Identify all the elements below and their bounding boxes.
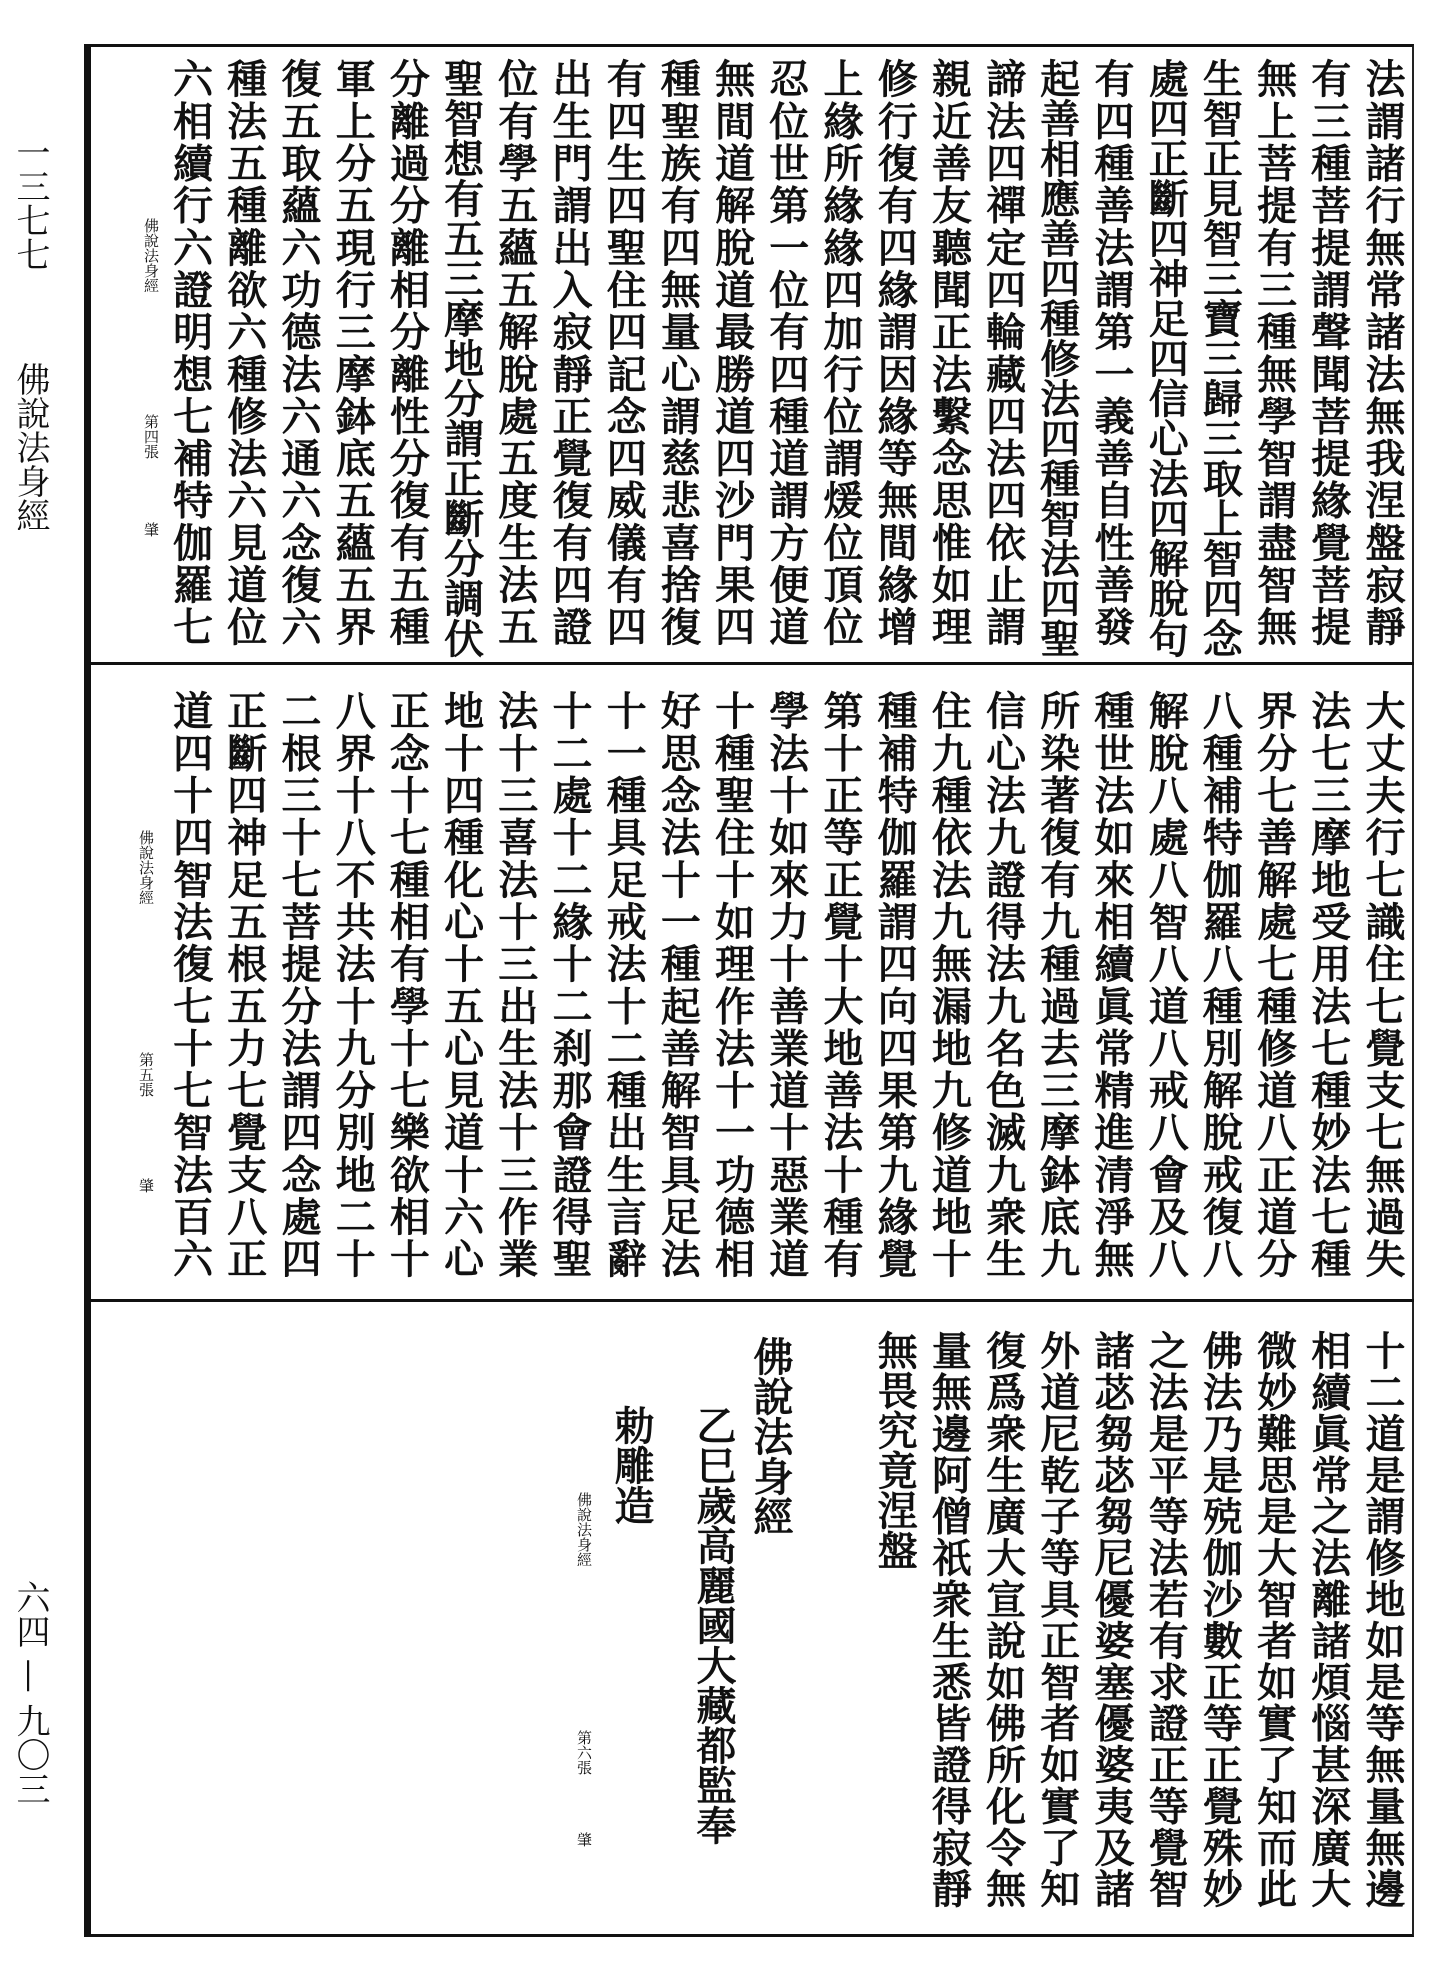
text-column: 諸苾芻苾芻尼優婆塞優婆夷及諸 — [1088, 1330, 1135, 1908]
text-column: 復五取蘊六功德法六通六念復六 — [275, 58, 322, 646]
text-column: 種法五種離欲六種修法六見道位 — [220, 58, 268, 646]
text-column: 地十四種化心十五心見道十六心 — [437, 690, 485, 1278]
text-column: 界分七善解處七種修道八正道分 — [1250, 690, 1298, 1278]
margin-sheet-top: 第四張 — [142, 414, 160, 459]
text-column: 諦法四禪定四輪藏四法四依止謂 — [979, 58, 1027, 646]
outer-sutra-title: 佛說法身經 — [10, 362, 50, 532]
text-column: 所染著復有九種過去三摩鉢底九 — [1033, 690, 1081, 1278]
volume-number: 一三七七 — [10, 135, 50, 271]
text-column: 八界十八不共法十九分別地二十 — [329, 690, 377, 1278]
text-column: 上緣所緣緣四加行位謂煖位頂位 — [817, 58, 864, 646]
text-column: 處四正斷四神足四信心法四解脫句 — [1142, 58, 1190, 658]
colophon-line-1: 乙巳歲高麗國大藏都監奉 — [690, 1405, 737, 1845]
text-column: 相續眞常之法離諸煩惱甚深廣大 — [1304, 1330, 1352, 1908]
margin-title-top: 佛說法身經 — [142, 218, 160, 293]
text-column: 種世法如來相續眞常精進清淨無 — [1088, 690, 1135, 1278]
text-column: 十種聖住十如理作法十一功德相 — [708, 690, 756, 1278]
text-column: 聖智想有五三摩地分謂正斷分調伏 — [437, 58, 485, 658]
text-column: 外道尼乾子等具正智者如實了知 — [1033, 1330, 1081, 1908]
text-column: 修行復有四緣謂因緣等無間緣增 — [871, 58, 919, 646]
text-column: 忍位世第一位有四種道謂方便道 — [762, 58, 810, 646]
page-reference: 六四 — 九〇三 — [10, 1580, 50, 1806]
margin-title-middle: 佛說法身經 — [137, 830, 155, 905]
text-column: 親近善友聽聞正法繫念思惟如理 — [925, 58, 973, 646]
text-column: 十二處十二緣十二刹那會證得聖 — [546, 690, 593, 1278]
text-column: 法十三喜法十三出生法十三作業 — [491, 690, 539, 1278]
margin-sheet-bottom: 第六張 — [575, 1730, 593, 1775]
margin-mark-top: 肇 — [142, 522, 160, 537]
text-column: 種聖族有四無量心謂慈悲喜捨復 — [654, 58, 702, 646]
margin-sheet-middle: 第五張 — [137, 1052, 155, 1097]
text-column: 正念十七種相有學十七樂欲相十 — [383, 690, 431, 1278]
text-column: 有四生四聖住四記念四威儀有四 — [600, 58, 648, 646]
margin-title-bottom: 佛說法身經 — [575, 1492, 593, 1567]
text-column: 有四種善法謂第一義善自性善發 — [1088, 58, 1135, 646]
text-column: 無畏究竟涅盤 — [871, 1330, 919, 1570]
text-column: 微妙難思是大智者如實了知而此 — [1250, 1330, 1298, 1908]
text-column: 量無邊阿僧祇衆生悉皆證得寂靜 — [925, 1330, 973, 1908]
text-column: 十一種具足戒法十二種出生言辭 — [600, 690, 648, 1278]
text-column: 第十正等正覺十大地善法十種有 — [817, 690, 864, 1278]
text-column: 起善相應善四種修法四種智法四聖 — [1033, 58, 1081, 658]
text-column: 道四十四智法復七十七智法百六 — [166, 690, 214, 1278]
text-column: 十二道是謂修地如是等無量無邊 — [1359, 1330, 1406, 1908]
margin-mark-bottom: 肇 — [575, 1832, 593, 1847]
text-column: 住九種依法九無漏地九修道地十 — [925, 690, 973, 1278]
text-column: 六相續行六證明想七補特伽羅七 — [166, 58, 214, 646]
text-column: 法謂諸行無常諸法無我涅盤寂靜 — [1359, 58, 1406, 646]
text-column: 無上菩提有三種無學智謂盡智無 — [1250, 58, 1298, 646]
text-column: 生智正見智三寶三歸三取上智四念 — [1196, 58, 1244, 658]
text-column: 信心法九證得法九名色滅九衆生 — [979, 690, 1027, 1278]
text-column: 法七三摩地受用法七種妙法七種 — [1304, 690, 1352, 1278]
margin-mark-middle: 肇 — [137, 1178, 155, 1193]
text-column: 位有學五蘊五解脫處五度生法五 — [491, 58, 539, 646]
text-column: 有三種菩提謂聲聞菩提緣覺菩提 — [1304, 58, 1352, 646]
panel-divider-top — [84, 662, 1414, 665]
colophon-line-2: 勅雕造 — [608, 1405, 655, 1525]
text-column: 大丈夫行七識住七覺支七無過失 — [1359, 690, 1406, 1278]
text-column: 正斷四神足五根五力七覺支八正 — [220, 690, 268, 1278]
text-column: 解脫八處八智八道八戒八會及八 — [1142, 690, 1190, 1278]
text-column: 好思念法十一種起善解智具足法 — [654, 690, 702, 1278]
text-column: 種補特伽羅謂四向四果第九緣覺 — [871, 690, 919, 1278]
end-title: 佛說法身經 — [747, 1336, 794, 1536]
panel-divider-bottom — [84, 1299, 1414, 1302]
text-column: 八種補特伽羅八種別解脫戒復八 — [1196, 690, 1244, 1278]
text-column: 分離過分離相分離性分復有五種 — [383, 58, 431, 646]
text-column: 軍上分五現行三摩鉢底五蘊五界 — [329, 58, 377, 646]
text-column: 無間道解脫道最勝道四沙門果四 — [708, 58, 756, 646]
text-column: 出生門謂出入寂靜正覺復有四證 — [546, 58, 593, 646]
text-column: 二根三十七菩提分法謂四念處四 — [275, 690, 322, 1278]
text-column: 佛法乃是殑伽沙數正等正覺殊妙 — [1196, 1330, 1244, 1908]
text-column: 之法是平等法若有求證正等覺智 — [1142, 1330, 1190, 1908]
text-column: 復爲衆生廣大宣說如佛所化令無 — [979, 1330, 1027, 1908]
text-column: 學法十如來力十善業道十惡業道 — [762, 690, 810, 1278]
